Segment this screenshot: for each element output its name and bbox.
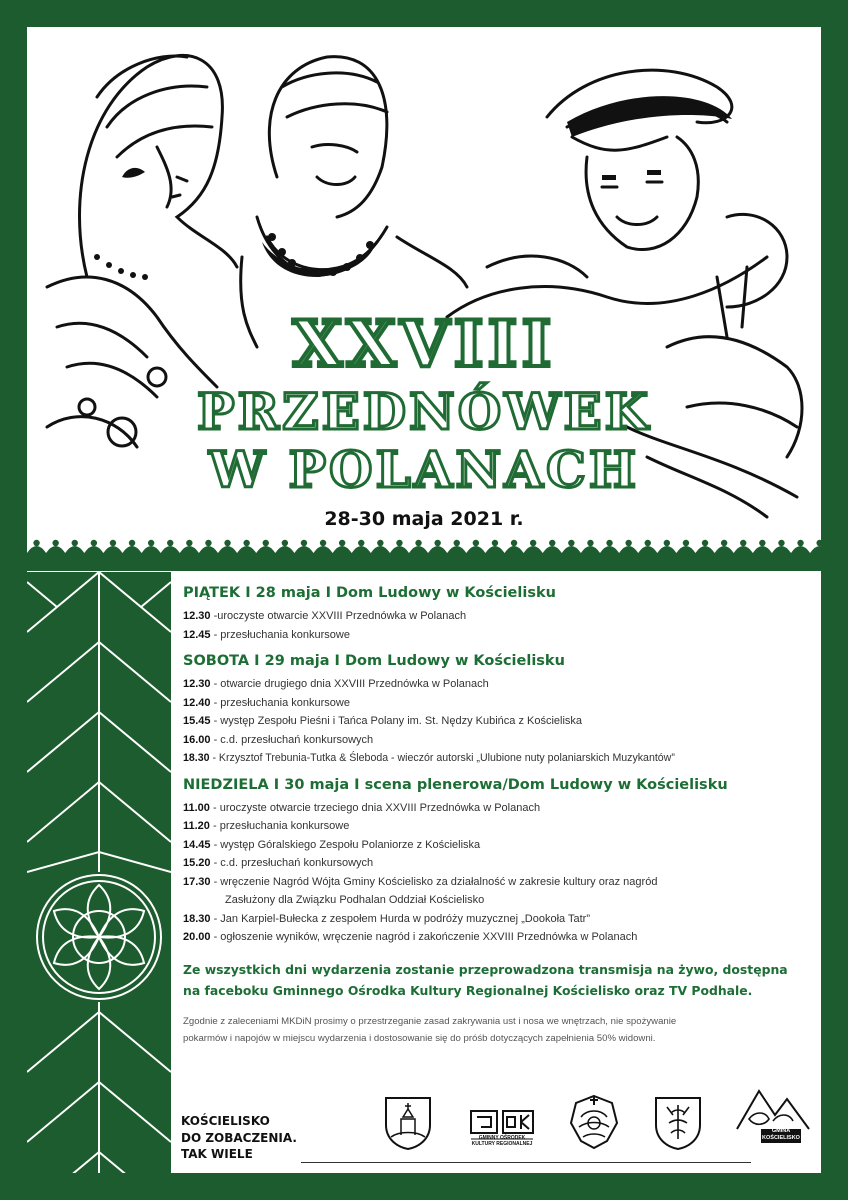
podhale-union-emblem-logo [567, 1093, 621, 1151]
event-row [183, 873, 819, 910]
covid-notice-line-1: Zgodnie z zaleceniami MKDiN prosimy o przestrzeganie zasad zakrywania ust i nosa we wnętrzach, nie spożywanie [183, 1015, 677, 1027]
event-row [183, 910, 819, 929]
church-coat-of-arms-logo [383, 1095, 433, 1151]
scallop-dot [797, 540, 803, 546]
footer-divider [301, 1162, 751, 1163]
event-time: 12.30 [183, 610, 211, 622]
scallop-dot [129, 540, 135, 546]
title-name: PRZEDNÓWEK [196, 382, 652, 441]
title-edition: XXVIII [292, 307, 556, 382]
event-text-continued: Zasłużony dla Związku Podhalan Oddział Kościelisko [225, 894, 485, 906]
event-row [183, 626, 819, 645]
livestream-line-1: Ze wszystkich dni wydarzenia zostanie przeprowadzona transmisja na żywo, dostępna [183, 961, 788, 977]
livestream-notice [183, 959, 819, 1001]
scallop-dot [683, 540, 689, 546]
event-time: 15.20 [183, 857, 211, 869]
scallop-dot [205, 540, 211, 546]
event-text: - c.d. przesłuchań konkursowych [210, 857, 374, 869]
event-text: - przesłuchania konkursowe [210, 696, 350, 709]
scallop-dot [530, 540, 536, 546]
event-time: 17.30 [183, 875, 211, 888]
scallop-dot [167, 540, 173, 546]
scallop-dot [434, 540, 440, 546]
scallop-dot [396, 540, 402, 546]
title-location: W POLANACH [208, 440, 640, 499]
event-time: 14.45 [183, 838, 211, 851]
festival-title [27, 307, 821, 499]
scallop-dot [511, 540, 517, 546]
event-time: 12.40 [183, 696, 211, 709]
event-row [183, 712, 819, 731]
event-row [183, 694, 819, 713]
scallop-dot [282, 540, 288, 546]
event-text: - Jan Karpiel-Bułecka z zespołem Hurda w podróży muzycznej „Dookoła Tatr” [210, 912, 590, 925]
day-sunday [183, 777, 819, 947]
event-time: 15.45 [183, 715, 211, 727]
scallop-dot [52, 540, 58, 546]
scallop-dot [110, 540, 116, 546]
gmina-logo-line-1: GMINA [771, 1128, 791, 1134]
scallop-dot [415, 540, 421, 546]
day-friday [183, 585, 819, 644]
slogan-line-3: TAK WIELE [181, 1147, 253, 1161]
scallop-dot [301, 540, 307, 546]
scallop-dot [816, 540, 821, 546]
event-time: 12.45 [183, 628, 211, 641]
event-time: 20.00 [183, 931, 211, 943]
scallop-dot [454, 540, 460, 546]
hero-illustration [27, 27, 821, 547]
folk-ornament-panel [27, 572, 171, 1173]
scallop-dot [702, 540, 708, 546]
scalloped-border [27, 537, 821, 571]
event-row [183, 799, 819, 818]
event-text: - otwarcie drugiego dnia XXVIII Przednówka w Polanach [210, 678, 489, 690]
scallop-dot [587, 540, 593, 546]
day-heading: PIĄTEK I 28 maja I Dom Ludowy w Kościelisku [183, 585, 556, 601]
folk-ornament-pattern [27, 572, 171, 1173]
scallop-dot [645, 540, 651, 546]
covid-notice [183, 1013, 819, 1047]
event-row [183, 836, 819, 855]
event-text: - uroczyste otwarcie trzeciego dnia XXVIII Przednówka w Polanach [209, 801, 541, 814]
event-row [183, 607, 819, 626]
event-time: 12.30 [183, 678, 211, 690]
scallop-dot [358, 540, 364, 546]
event-text: - przesłuchania konkursowe [210, 628, 350, 641]
scallop-dot [224, 540, 230, 546]
event-row [183, 749, 819, 768]
gokr-caption: GMINNY OŚRODEK KULTURY REGIONALNEJ [471, 1135, 533, 1147]
event-time: 16.00 [183, 733, 211, 746]
event-text: - występ Zespołu Pieśni i Tańca Polany im. St. Nędzy Kubińca z Kościeliska [210, 715, 583, 727]
scallop-dot [377, 540, 383, 546]
kościelisko-shield-logo [653, 1095, 703, 1151]
scallop-dot [664, 540, 670, 546]
covid-notice-line-2: pokarmów i napojów w miejscu wydarzenia i dostosowanie się do próśb dotyczących zapełnienia 50% widowni. [183, 1032, 656, 1044]
scallop-dot [33, 540, 39, 546]
poster [27, 27, 821, 1173]
event-text: - przesłuchania konkursowe [209, 820, 350, 832]
scallop-dot [778, 540, 784, 546]
event-text: - c.d. przesłuchań konkursowych [210, 733, 374, 746]
event-dates: 28-30 maja 2021 r. [324, 508, 524, 530]
event-text: -uroczyste otwarcie XXVIII Przednówka w Polanach [210, 610, 467, 622]
livestream-line-2: na faceboku Gminnego Ośrodka Kultury Regionalnej Kościelisko oraz TV Podhale. [183, 982, 753, 998]
event-text: - występ Góralskiego Zespołu Polaniorze z Kościeliska [210, 838, 481, 851]
scallop-dot [148, 540, 154, 546]
scallop-dot [740, 540, 746, 546]
gmina-logo-line-2: KOŚCIELISKO [762, 1134, 800, 1141]
event-row [183, 731, 819, 750]
scallop-dot [473, 540, 479, 546]
slogan-line-2: DO ZOBACZENIA. [181, 1130, 297, 1145]
scallop-dot [91, 540, 97, 546]
event-text: - ogłoszenie wyników, wręczenie nagród i zakończenie XXVIII Przednówka w Polanach [210, 931, 638, 943]
scallop-dot [606, 540, 612, 546]
scallop-dot [568, 540, 574, 546]
scallop-dot [320, 540, 326, 546]
scallop-dot [186, 540, 192, 546]
event-time: 18.30 [183, 912, 211, 925]
scallop-dot [339, 540, 345, 546]
scallop-dot [243, 540, 249, 546]
day-heading: SOBOTA I 29 maja I Dom Ludowy w Kościelisku [183, 653, 565, 669]
event-text: - wręczenie Nagród Wójta Gminy Kościelisko za działalność w zakresie kultury oraz nagród [210, 875, 658, 888]
gmina-logo-caption [761, 1128, 801, 1141]
scallop-dot [721, 540, 727, 546]
slogan-line-1: KOŚCIELISKO [181, 1114, 270, 1128]
event-time: 11.20 [183, 820, 210, 832]
programme [183, 585, 819, 1047]
event-text: - Krzysztof Trebunia-Tutka & Śleboda - wieczór autorski „Ulubione nuty polaniarskich Muzykantów” [209, 752, 675, 764]
event-row [183, 675, 819, 694]
scallop-dot [625, 540, 631, 546]
slogan [181, 1113, 297, 1163]
scallop-dot [72, 540, 78, 546]
event-time: 11.00 [183, 801, 210, 814]
event-row [183, 928, 819, 947]
day-heading: NIEDZIELA I 30 maja I scena plenerowa/Dom Ludowy w Kościelisku [183, 776, 728, 793]
scallop-dot [492, 540, 498, 546]
day-saturday [183, 653, 819, 768]
scallop-dot [549, 540, 555, 546]
event-row [183, 854, 819, 873]
scallop-dot [759, 540, 765, 546]
event-time: 18.30 [183, 752, 210, 764]
scallop-dot [263, 540, 269, 546]
event-row [183, 817, 819, 836]
